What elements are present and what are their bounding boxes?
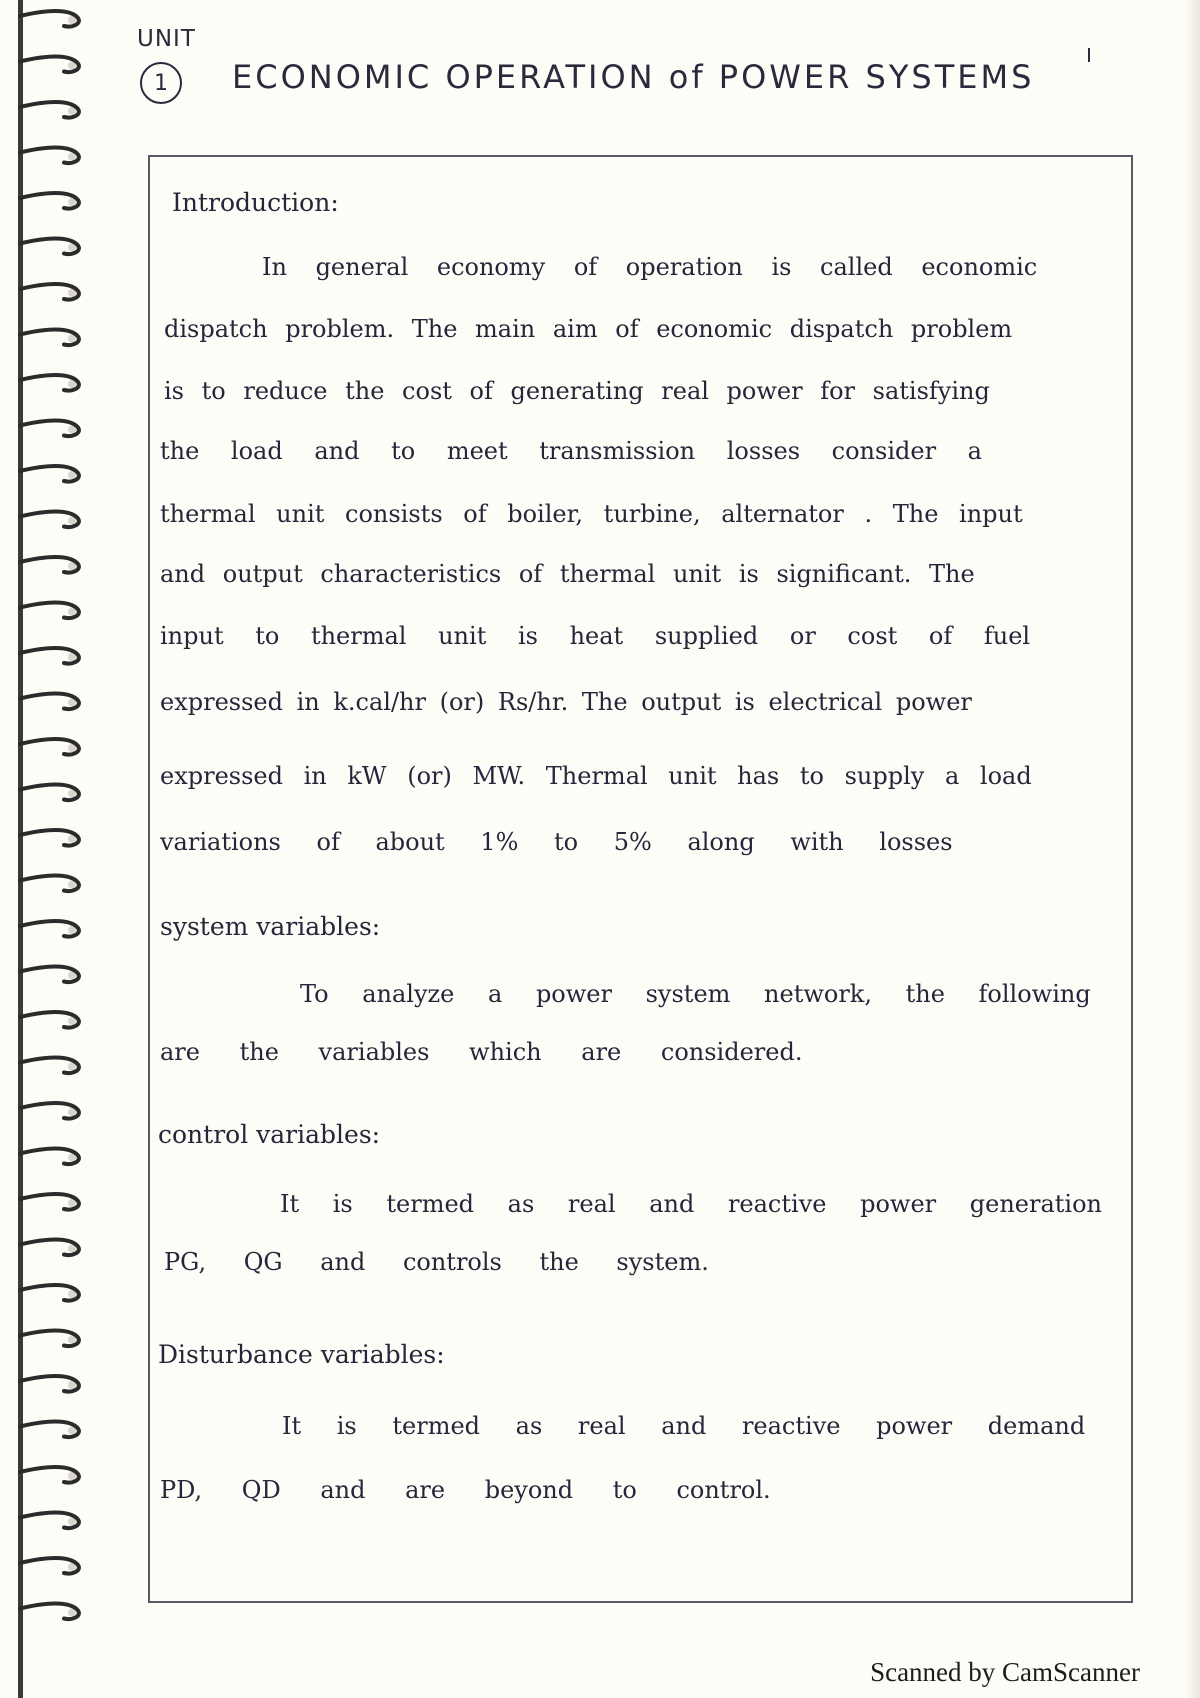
intro-line: is to reduce the cost of generating real power for satisfying [164,377,990,405]
intro-line: input to thermal unit is heat supplied or cost of fuel [160,622,1031,650]
control-line: It is termed as real and reactive power generation [280,1190,1102,1218]
spiral-ring [20,1012,79,1028]
intro-heading: Introduction: [172,188,339,217]
intro-line: and output characteristics of thermal unit is significant. The [160,560,975,588]
spiral-ring [20,1240,79,1256]
page-title: ECONOMIC OPERATION of POWER SYSTEMS [232,58,1035,96]
system-line: are the variables which are considered. [160,1038,803,1066]
intro-line: variations of about 1% to 5% along with losses [160,828,953,856]
spiral-ring [20,1058,79,1074]
spiral-ring [20,57,79,73]
spiral-ring [20,830,79,846]
spiral-ring [20,512,79,528]
intro-line: expressed in k.cal/hr (or) Rs/hr. The output is electrical power [160,688,972,716]
binding-edge [18,0,23,1698]
system-line: To analyze a power system network, the following [300,980,1091,1008]
spiral-ring [20,876,79,892]
spiral-ring [20,1331,79,1347]
spiral-ring [20,694,79,710]
spiral-ring [20,1285,79,1301]
spiral-ring [20,557,79,573]
unit-number-circle: 1 [140,62,182,104]
title-tick-mark [1088,48,1090,62]
notes-frame [148,155,1133,1603]
disturbance-line: PD, QD and are beyond to control. [160,1476,771,1504]
intro-line: In general economy of operation is called economic [262,253,1038,281]
spiral-ring [20,193,79,209]
spiral-ring [20,921,79,937]
intro-line: expressed in kW (or) MW. Thermal unit has to supply a load [160,762,1032,790]
spiral-ring [20,1194,79,1210]
spiral-ring [20,375,79,391]
spiral-ring [20,11,79,27]
spiral-ring [20,1467,79,1483]
spiral-ring [20,603,79,619]
spiral-ring [20,1558,79,1574]
disturbance-variables-heading: Disturbance variables: [158,1340,445,1369]
spiral-ring [20,102,79,118]
spiral-ring [20,648,79,664]
spiral-ring [20,1376,79,1392]
intro-line: dispatch problem. The main aim of economic dispatch problem [164,315,1013,343]
spiral-ring [20,330,79,346]
control-variables-heading: control variables: [158,1120,381,1149]
spiral-ring [20,148,79,164]
spiral-ring [20,967,79,983]
spiral-ring [20,785,79,801]
spiral-ring [20,239,79,255]
spiral-ring [20,284,79,300]
spiral-ring [20,466,79,482]
system-variables-heading: system variables: [160,912,381,941]
spiral-ring [20,739,79,755]
spiral-ring [20,1513,79,1529]
spiral-ring [20,1103,79,1119]
page-edge-shadow [1186,0,1200,1698]
spiral-ring [20,421,79,437]
unit-label: UNIT [137,26,196,52]
control-line: PG, QG and controls the system. [164,1248,709,1276]
notebook-spiral-binding [0,0,110,1698]
intro-line: thermal unit consists of boiler, turbine, alternator . The input [160,500,1023,528]
intro-line: the load and to meet transmission losses consider a [160,437,982,465]
camscanner-watermark: Scanned by CamScanner [870,1657,1140,1687]
spiral-ring [20,1149,79,1165]
spiral-ring [20,1422,79,1438]
spiral-ring [20,1604,79,1620]
disturbance-line: It is termed as real and reactive power demand [282,1412,1086,1440]
